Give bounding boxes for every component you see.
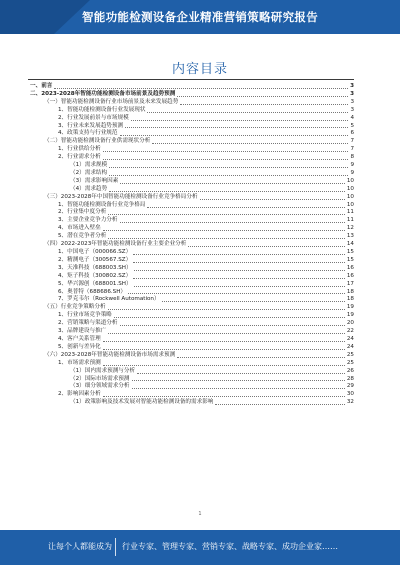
toc-entry-page: 22 <box>346 328 354 335</box>
footer-slogan-left: 让每个人都能成为 <box>48 542 112 551</box>
toc-dot-leader <box>132 388 345 389</box>
toc-entry-label: 3、主要企业竞争力分析 <box>58 217 118 224</box>
toc-entry-page: 8 <box>350 154 354 161</box>
toc-entry[interactable] <box>28 344 354 352</box>
toc-entry-page: 16 <box>346 264 354 271</box>
toc-entry-page: 29 <box>346 383 354 390</box>
toc-entry-label: 3、品牌建设与推广 <box>58 328 107 335</box>
toc-entry-page: 24 <box>346 343 354 350</box>
toc-entry-label: 1、行业市场竞争策略 <box>58 312 112 319</box>
toc-entry[interactable] <box>28 154 354 162</box>
toc-entry-page: 12 <box>346 225 354 232</box>
toc-entry-label: 5、华兴源创（688001.SH） <box>58 280 132 287</box>
toc-entry-page: 18 <box>346 296 354 303</box>
toc-entry-page: 11 <box>346 217 354 224</box>
toc-entry-label: （1）需求规模 <box>70 162 108 169</box>
toc-entry-label: 1、市场需求预测 <box>58 359 101 366</box>
toc-entry-page: 9 <box>350 169 354 176</box>
toc-entry-label: 二、2023-2028年智能功能检测设备市场前景及趋势预测 <box>30 90 176 97</box>
toc-entry-page: 20 <box>346 320 354 327</box>
toc-entry[interactable] <box>28 265 354 273</box>
toc-entry-label: （六）2023-2028年智能功能检测设备市场需求预测 <box>44 351 176 358</box>
toc-entry[interactable] <box>28 336 354 344</box>
toc-entry-label: 1、中国电子（000066.SZ） <box>58 249 132 256</box>
toc-dot-leader <box>108 238 345 239</box>
toc-entry-label: 1、智能功能检测设备行业发展现状 <box>58 106 146 113</box>
toc-entry-page: 25 <box>346 359 354 366</box>
toc-entry-page: 25 <box>346 351 354 358</box>
toc-entry-page: 28 <box>346 375 354 382</box>
toc-entry[interactable] <box>28 186 354 194</box>
toc-dot-leader <box>103 365 345 366</box>
toc-dot-leader <box>103 349 345 350</box>
toc-entry[interactable] <box>28 320 354 328</box>
toc-entry[interactable] <box>28 312 354 320</box>
toc-entry-label: 4、市场进入壁垒 <box>58 225 101 232</box>
toc-entry[interactable] <box>28 233 354 241</box>
toc-dot-leader <box>128 293 345 294</box>
toc-entry-label: （1）国内需求预测与分析 <box>70 367 136 374</box>
toc-entry-label: （2）需求结构 <box>70 169 108 176</box>
toc-entry[interactable] <box>28 91 354 99</box>
toc-entry-page: 15 <box>346 256 354 263</box>
toc-entry-page: 19 <box>346 312 354 319</box>
toc-dot-leader <box>133 262 345 263</box>
toc-dot-leader <box>108 214 345 215</box>
toc-entry-label: 2、营销策略与渠道分析 <box>58 320 118 327</box>
toc-entry[interactable] <box>28 83 354 91</box>
toc-entry[interactable] <box>28 178 354 186</box>
toc-dot-leader <box>125 127 348 128</box>
toc-entry-label: 6、奥普特（688686.SH） <box>58 288 127 295</box>
toc-entry-label: 2、精测电子（300567.SZ） <box>58 256 132 263</box>
toc-entry[interactable] <box>28 115 354 123</box>
toc-entry-label: 7、罗克韦尔（Rockwell Automation） <box>58 296 160 303</box>
toc-entry[interactable] <box>28 352 354 360</box>
toc-dot-leader <box>152 143 348 144</box>
report-title: 智能功能检测设备企业精准营销策略研究报告 <box>82 10 318 24</box>
toc-dot-leader <box>120 183 345 184</box>
toc-dot-leader <box>177 96 348 97</box>
toc-dot-leader <box>103 341 345 342</box>
toc-entry-page: 7 <box>350 138 354 145</box>
toc-entry-label: （1）政策影响及技术发展对智能功能检测设备的需求影响 <box>70 399 214 406</box>
toc-entry-page: 3 <box>350 98 354 105</box>
toc-entry-page: 7 <box>350 146 354 153</box>
toc-entry-page: 3 <box>350 82 354 89</box>
toc-entry-page: 11 <box>346 209 354 216</box>
toc-entry[interactable] <box>28 99 354 107</box>
toc-entry-label: 1、行业供给分析 <box>58 146 101 153</box>
toc-entry-page: 10 <box>346 201 354 208</box>
toc-entry[interactable] <box>28 360 354 368</box>
toc-dot-leader <box>134 286 345 287</box>
toc-dot-leader <box>162 301 345 302</box>
toc-entry-page: 17 <box>346 280 354 287</box>
toc-entry-label: 2、行业发展前景与市场规模 <box>58 114 129 121</box>
toc-dot-leader <box>120 222 345 223</box>
toc-dot-leader <box>120 135 349 136</box>
toc-entry-page: 13 <box>346 233 354 240</box>
table-of-contents <box>28 83 354 407</box>
toc-entry-page: 19 <box>346 304 354 311</box>
toc-entry-page: 5 <box>350 122 354 129</box>
toc-dot-leader <box>108 309 345 310</box>
toc-dot-leader <box>133 278 345 279</box>
toc-dot-leader <box>120 325 345 326</box>
toc-dot-leader <box>109 167 348 168</box>
toc-entry-page: 15 <box>346 249 354 256</box>
toc-entry-label: （2）国际市场需求预测 <box>70 375 130 382</box>
report-header-banner <box>0 0 400 34</box>
toc-entry[interactable] <box>28 194 354 202</box>
toc-dot-leader <box>103 151 349 152</box>
toc-dot-leader <box>180 104 348 105</box>
toc-entry-label: （二）智能功能检测设备行业供需现状分析 <box>44 138 151 145</box>
toc-dot-leader <box>200 199 345 200</box>
toc-entry-page: 4 <box>350 114 354 121</box>
footer-slogan-right: 行业专家、管理专家、营销专家、战略专家、成功企业家…… <box>122 542 338 551</box>
toc-entry-label: 2、行业集中度分析 <box>58 209 107 216</box>
toc-entry[interactable] <box>28 273 354 281</box>
toc-entry-label: 5、创新与差异化 <box>58 343 101 350</box>
footer-separator <box>115 538 116 556</box>
toc-dot-leader <box>108 333 345 334</box>
toc-entry-label: （三）2023-2028年中国智能功能检测设备行业竞争格局分析 <box>44 193 198 200</box>
toc-entry-label: （五）行业竞争策略分析 <box>44 304 106 311</box>
toc-entry-page: 32 <box>346 399 354 406</box>
page-number: 1 <box>198 511 202 517</box>
toc-entry-page: 3 <box>350 106 354 113</box>
toc-dot-leader <box>103 230 345 231</box>
toc-entry-label: （四）2022-2023年智能功能检测设备行业主要企业分析 <box>44 241 187 248</box>
toc-entry[interactable] <box>28 170 354 178</box>
toc-entry-label: （3）需求影响因素 <box>70 177 119 184</box>
toc-entry[interactable] <box>28 281 354 289</box>
toc-entry-page: 10 <box>346 185 354 192</box>
toc-entry-label: 一、前言 <box>30 82 53 89</box>
toc-entry-label: 4、客户关系管理 <box>58 335 101 342</box>
toc-entry-page: 10 <box>346 177 354 184</box>
toc-entry-label: 1、智能功能检测设备行业竞争格局 <box>58 201 146 208</box>
toc-entry-label: 4、矩子科技（300802.SZ） <box>58 272 132 279</box>
toc-dot-leader <box>114 317 345 318</box>
toc-entry[interactable] <box>28 162 354 170</box>
toc-dot-leader <box>109 175 348 176</box>
toc-entry-page: 30 <box>346 391 354 398</box>
toc-entry-page: 14 <box>346 241 354 248</box>
toc-entry[interactable] <box>28 146 354 154</box>
toc-entry-page: 18 <box>346 288 354 295</box>
toc-entry[interactable] <box>28 107 354 115</box>
toc-entry-label: 5、潜在竞争者分析 <box>58 233 107 240</box>
toc-entry[interactable] <box>28 249 354 257</box>
toc-entry[interactable] <box>28 257 354 265</box>
toc-entry-label: 4、政策支持与行业规范 <box>58 130 118 137</box>
toc-title: 内容目录 <box>171 62 228 77</box>
toc-entry-label: （4）需求趋势 <box>70 185 108 192</box>
toc-entry-label: 3、行业未来发展趋势预测 <box>58 122 124 129</box>
toc-dot-leader <box>215 404 344 405</box>
toc-dot-leader <box>147 112 348 113</box>
footer-banner <box>0 530 400 565</box>
toc-entry-page: 10 <box>346 193 354 200</box>
toc-entry-page: 16 <box>346 272 354 279</box>
toc-entry-label: 2、行业需求分析 <box>58 154 101 161</box>
toc-dot-leader <box>133 254 345 255</box>
toc-entry[interactable] <box>28 368 354 376</box>
toc-entry-label: （3）细分领域需求分析 <box>70 383 130 390</box>
toc-dot-leader <box>134 270 345 271</box>
toc-dot-leader <box>188 246 345 247</box>
toc-dot-leader <box>131 120 349 121</box>
toc-entry[interactable] <box>28 241 354 249</box>
toc-entry-page: 3 <box>350 90 354 97</box>
toc-entry[interactable] <box>28 328 354 336</box>
toc-entry-page: 26 <box>346 367 354 374</box>
toc-top-divider <box>28 79 354 80</box>
toc-entry-label: （一）智能功能检测设备行业市场前景及未来发展趋势 <box>44 98 179 105</box>
toc-dot-leader <box>54 88 348 89</box>
toc-dot-leader <box>109 191 345 192</box>
toc-dot-leader <box>103 159 349 160</box>
toc-dot-leader <box>137 373 345 374</box>
toc-entry-page: 6 <box>350 130 354 137</box>
toc-entry[interactable] <box>28 399 354 407</box>
toc-dot-leader <box>147 207 344 208</box>
toc-entry-label: 3、天准科技（688003.SH） <box>58 264 132 271</box>
toc-entry-page: 24 <box>346 335 354 342</box>
toc-dot-leader <box>103 396 345 397</box>
toc-entry-page: 9 <box>350 162 354 169</box>
toc-dot-leader <box>132 380 345 381</box>
toc-dot-leader <box>177 357 345 358</box>
toc-entry-label: 2、影响因素分析 <box>58 391 101 398</box>
